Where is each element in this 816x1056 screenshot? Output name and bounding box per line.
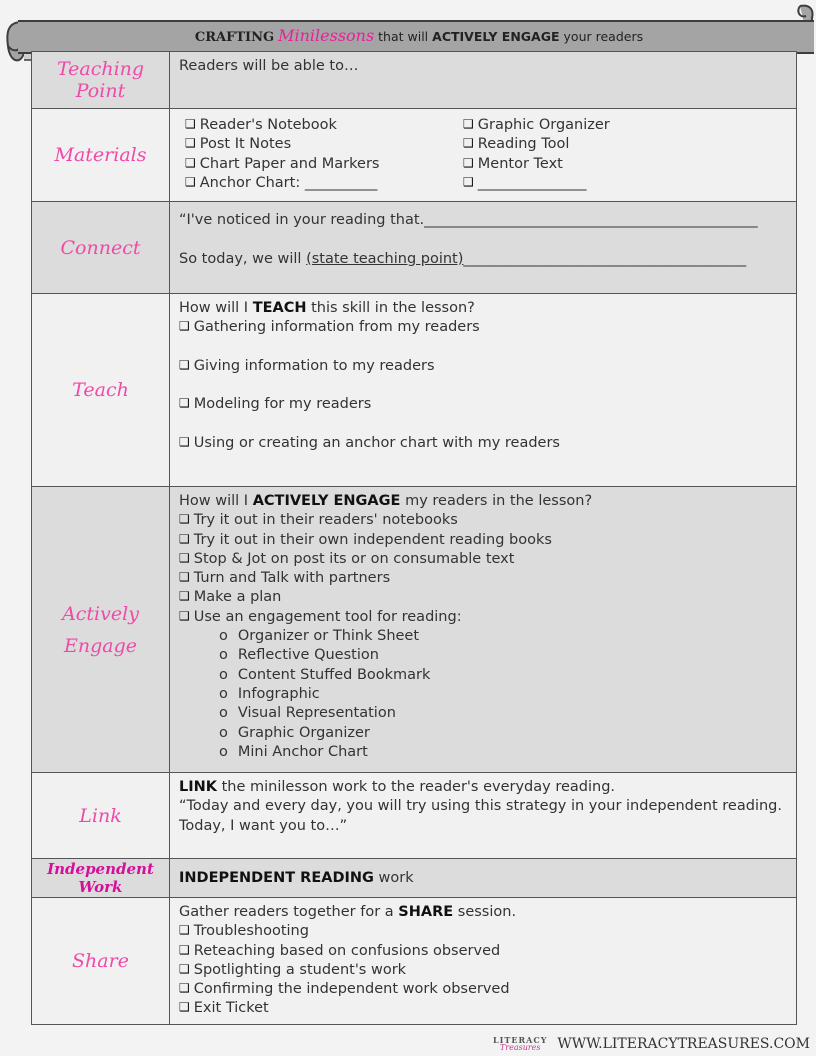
engage-content bbox=[170, 487, 797, 773]
label-teaching-point: Teaching Point bbox=[32, 52, 170, 109]
link-line-2[interactable]: “Today and every day, you will try using this strategy in your independent reading. Today, I want you to…” bbox=[179, 798, 782, 834]
teach-q-post: this skill in the lesson? bbox=[306, 300, 475, 316]
teach-question bbox=[179, 299, 787, 318]
label-teach: Teach bbox=[32, 294, 170, 487]
logo-bottom-text: Treasures bbox=[499, 1043, 541, 1052]
share-option[interactable]: ❑ Confirming the independent work observed bbox=[179, 980, 787, 999]
banner-your-readers: your readers bbox=[563, 29, 644, 44]
literacy-treasures-logo bbox=[493, 1036, 547, 1052]
teach-content bbox=[170, 294, 797, 487]
share-question bbox=[179, 903, 787, 922]
banner-minilessons: Minilessons bbox=[278, 26, 375, 45]
materials-item[interactable]: ❑ _______________ bbox=[463, 174, 787, 193]
teach-option[interactable]: ❑ Giving information to my readers bbox=[179, 357, 787, 376]
link-bold: LINK bbox=[179, 779, 218, 795]
engage-q-pre: How will I bbox=[179, 493, 253, 509]
banner-title bbox=[24, 26, 814, 45]
engage-option[interactable]: ❑ Try it out in their own independent reading books bbox=[179, 531, 787, 550]
materials-right-column bbox=[463, 116, 787, 193]
engagement-tool-item: o Mini Anchor Chart bbox=[179, 743, 787, 762]
engage-q-bold: ACTIVELY ENGAGE bbox=[252, 493, 401, 509]
banner-actively-engage: ACTIVELY ENGAGE bbox=[432, 29, 560, 44]
connect-blank: _______________________________________ bbox=[463, 250, 747, 267]
banner-that-will: that will bbox=[378, 29, 429, 44]
share-option[interactable]: ❑ Exit Ticket bbox=[179, 999, 787, 1018]
engagement-tool-item: o Graphic Organizer bbox=[179, 724, 787, 743]
engage-question bbox=[179, 492, 787, 511]
row-actively-engage bbox=[32, 487, 797, 773]
engage-option[interactable]: ❑ Make a plan bbox=[179, 588, 787, 607]
connect-state-teaching-point: (state teaching point) bbox=[306, 250, 464, 267]
connect-line-2[interactable] bbox=[179, 250, 787, 269]
teach-option[interactable]: ❑ Gathering information from my readers bbox=[179, 318, 787, 337]
connect-so-today: So today, we will bbox=[179, 250, 307, 267]
materials-left-column bbox=[185, 116, 463, 193]
materials-item[interactable]: ❑ Chart Paper and Markers bbox=[185, 155, 463, 174]
row-teach bbox=[32, 294, 797, 487]
label-engage: Engage bbox=[63, 634, 137, 657]
independent-content bbox=[170, 859, 797, 898]
footer bbox=[493, 1036, 810, 1052]
row-independent-work bbox=[32, 859, 797, 898]
label-actively: Actively bbox=[62, 602, 139, 625]
teaching-point-text[interactable]: Readers will be able to… bbox=[170, 52, 797, 109]
link-line-1 bbox=[179, 778, 787, 797]
share-option[interactable]: ❑ Spotlighting a student's work bbox=[179, 961, 787, 980]
share-option[interactable]: ❑ Reteaching based on confusions observed bbox=[179, 942, 787, 961]
materials-item[interactable]: ❑ Anchor Chart: __________ bbox=[185, 174, 463, 193]
label-independent-work: Independent Work bbox=[32, 859, 170, 898]
engage-option[interactable]: ❑ Try it out in their readers' notebooks bbox=[179, 511, 787, 530]
teach-option[interactable]: ❑ Using or creating an anchor chart with my readers bbox=[179, 434, 787, 453]
share-q-bold: SHARE bbox=[398, 904, 454, 920]
label-materials: Materials bbox=[32, 109, 170, 202]
link-line-1-text: the minilesson work to the reader's everyday reading. bbox=[217, 779, 616, 795]
row-materials bbox=[32, 109, 797, 202]
teach-q-bold: TEACH bbox=[252, 300, 307, 316]
independent-rest: work bbox=[373, 869, 414, 886]
label-actively-engage bbox=[32, 487, 170, 773]
engagement-tool-item: o Content Stuffed Bookmark bbox=[179, 666, 787, 685]
website-link[interactable]: WWW.LITERACYTREASURES.COM bbox=[557, 1036, 810, 1052]
teach-q-pre: How will I bbox=[179, 300, 253, 316]
materials-item[interactable]: ❑ Reading Tool bbox=[463, 135, 787, 154]
materials-item[interactable]: ❑ Graphic Organizer bbox=[463, 116, 787, 135]
engagement-tool-item: o Visual Representation bbox=[179, 704, 787, 723]
row-share bbox=[32, 898, 797, 1025]
materials-content bbox=[170, 109, 797, 202]
row-teaching-point bbox=[32, 52, 797, 109]
label-link: Link bbox=[32, 773, 170, 859]
label-share: Share bbox=[32, 898, 170, 1025]
materials-item[interactable]: ❑ Mentor Text bbox=[463, 155, 787, 174]
engage-q-post: my readers in the lesson? bbox=[400, 493, 593, 509]
teach-option[interactable]: ❑ Modeling for my readers bbox=[179, 395, 787, 414]
share-q-pre: Gather readers together for a bbox=[179, 904, 399, 920]
independent-bold: INDEPENDENT READING bbox=[179, 869, 374, 886]
share-q-post: session. bbox=[453, 904, 517, 920]
engage-option[interactable]: ❑ Stop & Jot on post its or on consumable text bbox=[179, 550, 787, 569]
connect-content bbox=[170, 202, 797, 294]
minilesson-planner-table bbox=[31, 51, 797, 1025]
engage-option[interactable]: ❑ Use an engagement tool for reading: bbox=[179, 608, 787, 627]
engagement-tool-item: o Reflective Question bbox=[179, 646, 787, 665]
materials-grid bbox=[179, 116, 787, 193]
engagement-tool-item: o Organizer or Think Sheet bbox=[179, 627, 787, 646]
engagement-tool-item: o Infographic bbox=[179, 685, 787, 704]
link-content bbox=[170, 773, 797, 859]
materials-item[interactable]: ❑ Reader's Notebook bbox=[185, 116, 463, 135]
share-content bbox=[170, 898, 797, 1025]
row-connect bbox=[32, 202, 797, 294]
logo-top-text: LITERACY bbox=[493, 1035, 548, 1045]
banner-crafting: CRAFTING bbox=[194, 30, 275, 45]
connect-line-1[interactable]: “I've noticed in your reading that.______________________________________________ bbox=[179, 212, 758, 228]
row-link bbox=[32, 773, 797, 859]
label-connect: Connect bbox=[32, 202, 170, 294]
share-option[interactable]: ❑ Troubleshooting bbox=[179, 922, 787, 941]
materials-item[interactable]: ❑ Post It Notes bbox=[185, 135, 463, 154]
engage-option[interactable]: ❑ Turn and Talk with partners bbox=[179, 569, 787, 588]
